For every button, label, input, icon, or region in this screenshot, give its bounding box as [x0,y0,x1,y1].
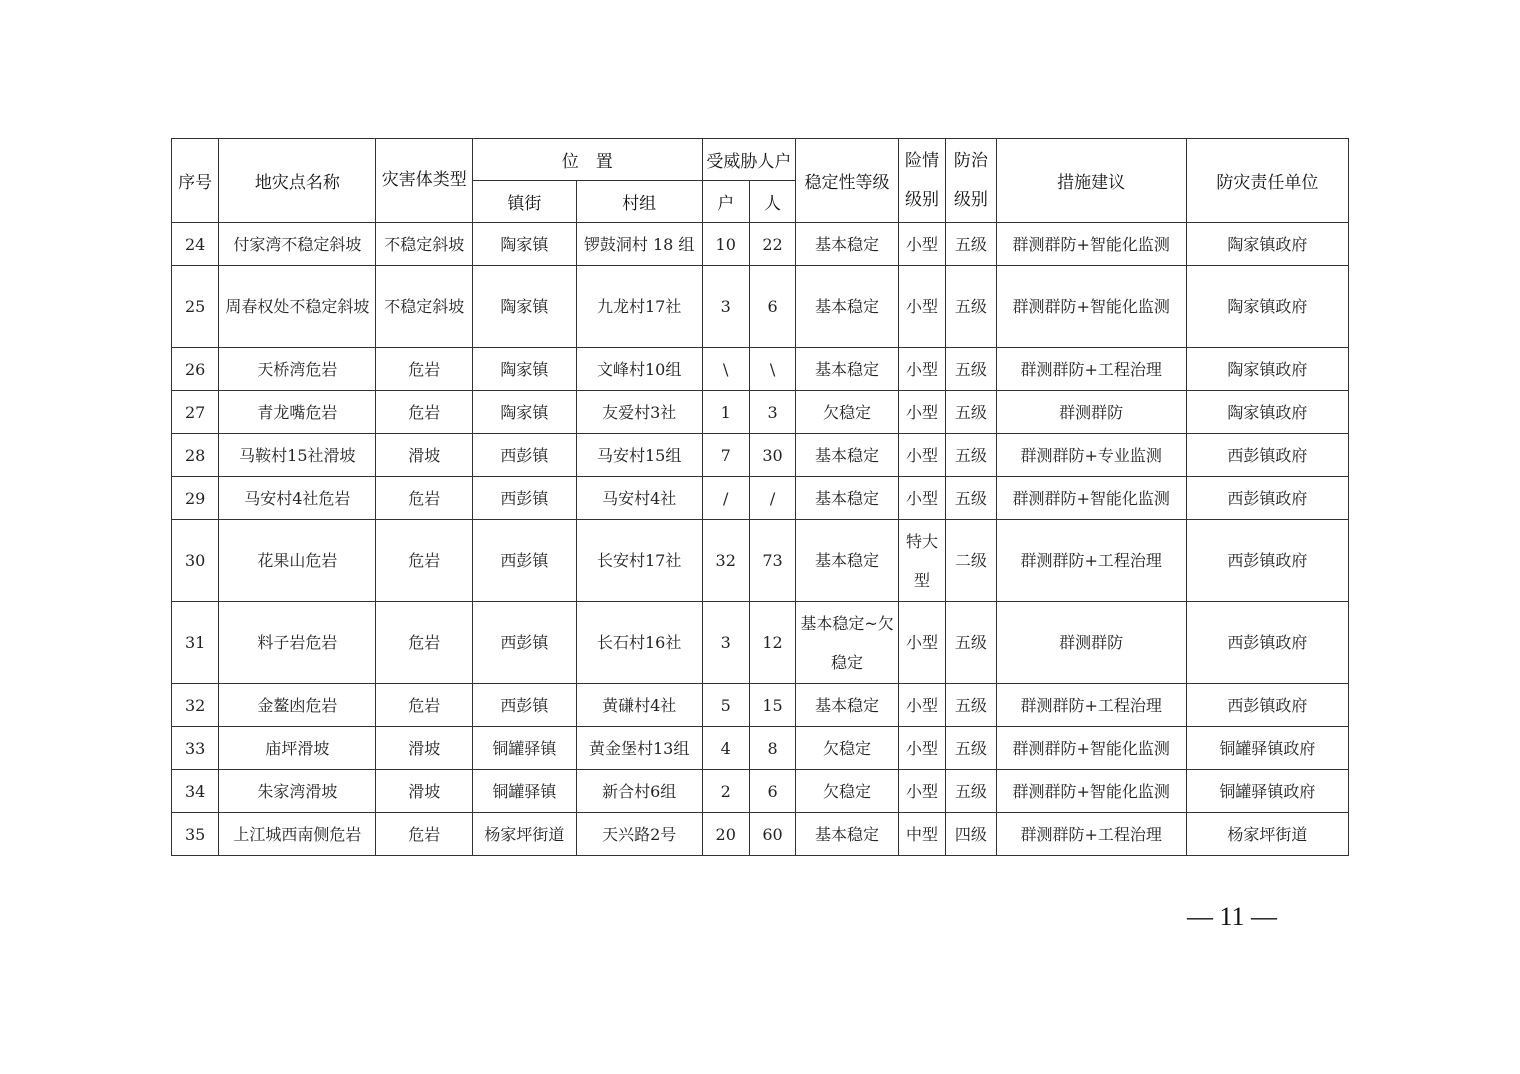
type-cell: 不稳定斜坡 [376,266,473,348]
header-type: 灾害体类型 [376,139,473,223]
town-cell: 陶家镇 [473,391,577,434]
responsible-cell: 西彭镇政府 [1186,602,1348,684]
measures-cell: 群测群防+工程治理 [996,520,1186,602]
risk-level-cell: 中型 [898,813,945,856]
seq-cell: 27 [172,391,219,434]
stability-cell: 基本稳定 [796,520,899,602]
seq-cell: 30 [172,520,219,602]
type-cell: 滑坡 [376,727,473,770]
risk-level-cell: 小型 [898,727,945,770]
table-row [172,348,1349,391]
households-cell: 3 [702,266,749,348]
village-cell: 文峰村10组 [576,348,702,391]
people-cell: 12 [749,602,795,684]
village-cell: 黄磏村4社 [576,684,702,727]
risk-level-cell: 特大型 [898,520,945,602]
responsible-cell: 西彭镇政府 [1186,477,1348,520]
table-body [172,223,1349,856]
header-control-level: 防治级别 [946,139,996,223]
responsible-cell: 西彭镇政府 [1186,520,1348,602]
name-cell: 上江城西南侧危岩 [219,813,376,856]
responsible-cell: 杨家坪街道 [1186,813,1348,856]
seq-cell: 33 [172,727,219,770]
households-cell: 4 [702,727,749,770]
control-level-cell: 五级 [946,770,996,813]
households-cell: 7 [702,434,749,477]
type-cell: 危岩 [376,391,473,434]
type-cell: 滑坡 [376,770,473,813]
responsible-cell: 陶家镇政府 [1186,223,1348,266]
header-location: 位 置 [473,139,703,181]
table-row [172,813,1349,856]
control-level-cell: 五级 [946,602,996,684]
people-cell: 15 [749,684,795,727]
header-people: 人 [749,181,795,223]
risk-level-cell: 小型 [898,391,945,434]
village-cell: 长石村16社 [576,602,702,684]
people-cell: \ [749,348,795,391]
header-stability: 稳定性等级 [796,139,899,223]
measures-cell: 群测群防+智能化监测 [996,266,1186,348]
seq-cell: 24 [172,223,219,266]
name-cell: 马安村4社危岩 [219,477,376,520]
village-cell: 新合村6组 [576,770,702,813]
stability-cell: 欠稳定 [796,391,899,434]
stability-cell: 基本稳定 [796,434,899,477]
measures-cell: 群测群防+工程治理 [996,348,1186,391]
responsible-cell: 西彭镇政府 [1186,434,1348,477]
town-cell: 陶家镇 [473,348,577,391]
stability-cell: 基本稳定 [796,348,899,391]
type-cell: 危岩 [376,520,473,602]
people-cell: 6 [749,266,795,348]
responsible-cell: 陶家镇政府 [1186,391,1348,434]
header-risk-level: 险情级别 [898,139,945,223]
header-households: 户 [702,181,749,223]
control-level-cell: 五级 [946,266,996,348]
village-cell: 友爱村3社 [576,391,702,434]
seq-cell: 28 [172,434,219,477]
table-row [172,266,1349,348]
town-cell: 西彭镇 [473,684,577,727]
town-cell: 西彭镇 [473,602,577,684]
town-cell: 陶家镇 [473,223,577,266]
seq-cell: 34 [172,770,219,813]
type-cell: 危岩 [376,477,473,520]
name-cell: 金鳌凼危岩 [219,684,376,727]
town-cell: 西彭镇 [473,477,577,520]
village-cell: 九龙村17社 [576,266,702,348]
stability-cell: 基本稳定~欠稳定 [796,602,899,684]
type-cell: 危岩 [376,348,473,391]
households-cell: 1 [702,391,749,434]
people-cell: 3 [749,391,795,434]
table-row [172,770,1349,813]
people-cell: 73 [749,520,795,602]
risk-level-cell: 小型 [898,477,945,520]
responsible-cell: 陶家镇政府 [1186,348,1348,391]
name-cell: 朱家湾滑坡 [219,770,376,813]
village-cell: 黄金堡村13组 [576,727,702,770]
village-cell: 长安村17社 [576,520,702,602]
households-cell: 2 [702,770,749,813]
header-name: 地灾点名称 [219,139,376,223]
control-level-cell: 五级 [946,727,996,770]
people-cell: 60 [749,813,795,856]
people-cell: 30 [749,434,795,477]
responsible-cell: 铜罐驿镇政府 [1186,727,1348,770]
control-level-cell: 五级 [946,391,996,434]
seq-cell: 31 [172,602,219,684]
village-cell: 马安村15组 [576,434,702,477]
risk-level-cell: 小型 [898,266,945,348]
table-row [172,727,1349,770]
stability-cell: 基本稳定 [796,477,899,520]
control-level-cell: 五级 [946,434,996,477]
measures-cell: 群测群防+智能化监测 [996,770,1186,813]
stability-cell: 基本稳定 [796,266,899,348]
measures-cell: 群测群防 [996,391,1186,434]
type-cell: 危岩 [376,602,473,684]
header-responsible: 防灾责任单位 [1186,139,1348,223]
risk-level-cell: 小型 [898,348,945,391]
households-cell: / [702,477,749,520]
type-cell: 危岩 [376,684,473,727]
control-level-cell: 四级 [946,813,996,856]
stability-cell: 基本稳定 [796,223,899,266]
risk-level-cell: 小型 [898,684,945,727]
table-row [172,684,1349,727]
control-level-cell: 五级 [946,684,996,727]
responsible-cell: 西彭镇政府 [1186,684,1348,727]
town-cell: 铜罐驿镇 [473,727,577,770]
households-cell: \ [702,348,749,391]
village-cell: 天兴路2号 [576,813,702,856]
town-cell: 西彭镇 [473,520,577,602]
village-cell: 马安村4社 [576,477,702,520]
risk-level-cell: 小型 [898,223,945,266]
people-cell: 8 [749,727,795,770]
header-village: 村组 [576,181,702,223]
name-cell: 花果山危岩 [219,520,376,602]
households-cell: 3 [702,602,749,684]
measures-cell: 群测群防+工程治理 [996,684,1186,727]
households-cell: 5 [702,684,749,727]
header-seq: 序号 [172,139,219,223]
responsible-cell: 陶家镇政府 [1186,266,1348,348]
name-cell: 马鞍村15社滑坡 [219,434,376,477]
town-cell: 铜罐驿镇 [473,770,577,813]
table-row [172,391,1349,434]
stability-cell: 欠稳定 [796,770,899,813]
type-cell: 滑坡 [376,434,473,477]
seq-cell: 26 [172,348,219,391]
table-row [172,477,1349,520]
households-cell: 10 [702,223,749,266]
seq-cell: 29 [172,477,219,520]
households-cell: 32 [702,520,749,602]
measures-cell: 群测群防+工程治理 [996,813,1186,856]
table-row [172,602,1349,684]
households-cell: 20 [702,813,749,856]
control-level-cell: 二级 [946,520,996,602]
name-cell: 付家湾不稳定斜坡 [219,223,376,266]
table-header [172,139,1349,223]
seq-cell: 35 [172,813,219,856]
stability-cell: 欠稳定 [796,727,899,770]
town-cell: 陶家镇 [473,266,577,348]
measures-cell: 群测群防+智能化监测 [996,223,1186,266]
control-level-cell: 五级 [946,223,996,266]
seq-cell: 25 [172,266,219,348]
people-cell: / [749,477,795,520]
village-cell: 锣鼓洞村 18 组 [576,223,702,266]
town-cell: 西彭镇 [473,434,577,477]
type-cell: 危岩 [376,813,473,856]
disaster-points-table [171,138,1349,856]
table-row [172,520,1349,602]
name-cell: 天桥湾危岩 [219,348,376,391]
people-cell: 22 [749,223,795,266]
header-measures: 措施建议 [996,139,1186,223]
name-cell: 青龙嘴危岩 [219,391,376,434]
table-row [172,223,1349,266]
people-cell: 6 [749,770,795,813]
measures-cell: 群测群防+智能化监测 [996,477,1186,520]
measures-cell: 群测群防+专业监测 [996,434,1186,477]
control-level-cell: 五级 [946,477,996,520]
risk-level-cell: 小型 [898,434,945,477]
seq-cell: 32 [172,684,219,727]
control-level-cell: 五级 [946,348,996,391]
name-cell: 庙坪滑坡 [219,727,376,770]
town-cell: 杨家坪街道 [473,813,577,856]
risk-level-cell: 小型 [898,602,945,684]
responsible-cell: 铜罐驿镇政府 [1186,770,1348,813]
table-row [172,434,1349,477]
page-number: — 11 — [1186,902,1278,931]
header-threatened: 受威胁人户 [702,139,796,181]
type-cell: 不稳定斜坡 [376,223,473,266]
stability-cell: 基本稳定 [796,684,899,727]
name-cell: 料子岩危岩 [219,602,376,684]
stability-cell: 基本稳定 [796,813,899,856]
measures-cell: 群测群防+智能化监测 [996,727,1186,770]
risk-level-cell: 小型 [898,770,945,813]
measures-cell: 群测群防 [996,602,1186,684]
name-cell: 周春权处不稳定斜坡 [219,266,376,348]
header-town: 镇街 [473,181,577,223]
